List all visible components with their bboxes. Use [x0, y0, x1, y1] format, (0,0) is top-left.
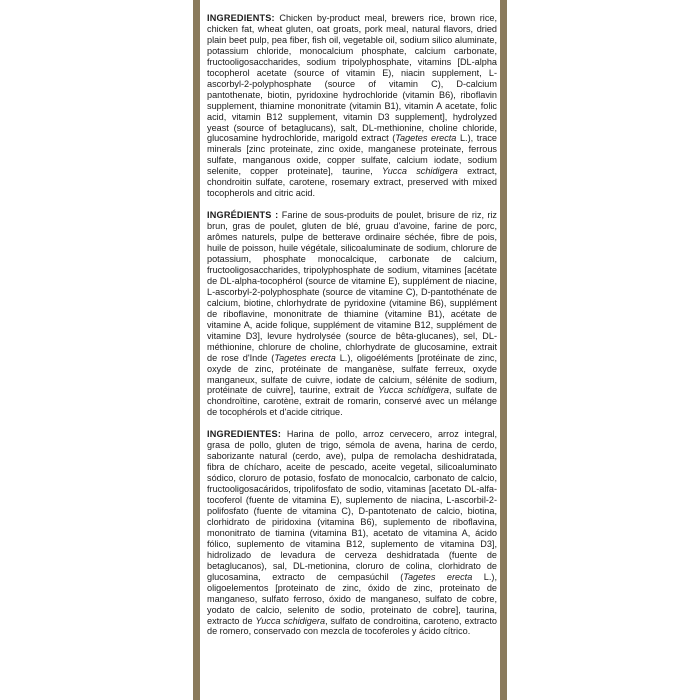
ingredients-text-spanish-part1: Harina de pollo, arroz cervecero, arroz integral, grasa de pollo, gluten de trigo, sémola de avena, harina de cerdo, saborizante natural (cerdo, ave), pulpa de remolacha deshidratada, fibra de chícharo, aceite de pescado, aceite vegetal, silicoaluminato sódico, cloruro de potasio, fosfato de monocalcio, carbonato de calcio, fructooligosacáridos, tripolifosfato de sodio, vitaminas [acetato DL-alfa-tocoferol (fuente de vitamina E), suplemento de niacina, L-ascorbil-2-polifosfato (fuente de vitamina C), D-pantotenato de calcio, biotina, clorhidrato de piridoxina (vitamina B6), suplemento de riboflavina, mononitrato de tiamina (vitamina B1), acetato de vitamina A, ácido fólico, suplemento de vitamina B12, suplemento de vitamina D3], hidrolizado de levadura de cerveza deshidratada (fuente de betaglucanos), sal, DL-metionina, cloruro de colina, clorhidrato de glucosamina, extracto de cempasúchil (	[207, 429, 497, 582]
ingredients-text-spanish-part3: , sulfato de condroitina, caroteno, extracto de romero, conservado con mezcla de tocoferoles y ácido cítrico.	[207, 615, 497, 637]
ingredients-text-french-part2: L.), oligoéléments [protéinate de zinc, oxyde de zinc, protéinate de manganèse, sulfate ferreux, oxyde manganeux, sulfate de cuivre, iodate de calcium, sélénite de sodium, protéinate de cuivre], taurine, extrait de	[207, 352, 498, 396]
ingredients-text-spanish-part2: L.), oligoelementos [proteinato de zinc, óxido de zinc, proteinato de manganeso, sulfato ferroso, óxido de manganeso, sulfato de cobre, yodato de calcio, selenito de sodio, proteinato de cobre], taurina, extracto de	[207, 571, 497, 626]
ingredients-label	[200, 0, 500, 700]
ingredients-text-english-part1: Chicken by-product meal, brewers rice, brown rice, chicken fat, wheat gluten, oat groats, pork meal, natural flavors, dried plain beet pulp, pea fiber, fish oil, vegetable oil, sodium silico aluminate, potassium chloride, monocalcium phosphate, calcium carbonate, fructooligosaccharides, sodium tripolyphosphate, vitamins [DL-alpha tocopherol acetate (source of vitamin E), niacin supplement, L-ascorbyl-2-polyphosphate (source of vitamin C), D-calcium pantothenate, biotin, pyridoxine hydrochloride (vitamin B6), riboflavin supplement, thiamine mononitrate (vitamin B1), vitamin A acetate, folic acid, vitamin B12 supplement, vitamin D3 supplement], hydrolyzed yeast (source of betaglucans), salt, DL-methionine, choline chloride, glucosamine hydrochloride, marigold extract (	[207, 13, 497, 144]
botanical-name-tagetes-english: Tagetes erecta	[395, 133, 457, 144]
ingredients-text-french-part1: Farine de sous-produits de poulet, brisure de riz, riz brun, gras de poulet, gluten de blé, gruau d'avoine, farine de porc, arômes naturels, pulpe de betterave ordinaire séchée, fibre de pois, huile de poisson, huile végétale, silicoaluminate de sodium, chlorure de potassium, phosphate monocalcique, carbonate de calcium, fructooligosaccharides, tripolyphosphate de sodium, vitamines [acétate de DL-alpha-tocophérol (source de vitamine E), supplément de niacine, L-ascorbyl-2-polyphosphate (source de vitamine C), D-pantothénate de calcium, biotine, chlorhydrate de pyridoxine (vitamine B6), supplément de riboflavine, mononitrate de thiamine (vitamine B1), acétate de vitamine A, acide folique, supplément de vitamine B12, supplément de vitamine D3], levure hydrolysée (source de bêta-glucanes), sel, DL-méthionine, chlorure de choline, chlorhydrate de glucosamine, extrait de rose d'Inde (	[207, 210, 497, 363]
ingredients-text-english-part3: extract, chondroitin sulfate, carotene, rosemary extract, preserved with mixed tocopherols and citric acid.	[207, 166, 497, 199]
botanical-name-yucca-english: Yucca schidigera	[381, 166, 458, 177]
ingredients-heading-french: INGRÉDIENTS :	[207, 210, 279, 221]
botanical-name-yucca-spanish: Yucca schidigera	[255, 615, 326, 626]
ingredients-text-english-part2: L.), trace minerals [zinc proteinate, zinc oxide, manganese proteinate, ferrous sulfate, manganous oxide, copper sulfate, calcium iodate, sodium selenite, copper proteinate], taurine,	[207, 133, 498, 177]
ingredients-english	[207, 13, 497, 199]
botanical-name-tagetes-french: Tagetes erecta	[274, 352, 336, 363]
botanical-name-tagetes-spanish: Tagetes erecta	[403, 571, 473, 582]
ingredients-heading-english: INGREDIENTS:	[207, 13, 275, 23]
botanical-name-yucca-french: Yucca schidigera	[378, 385, 449, 396]
ingredients-heading-spanish: INGREDIENTES:	[207, 429, 282, 440]
ingredients-spanish	[207, 429, 497, 637]
ingredients-text-french-part3: , sulfate de chondroïtine, carotène, extrait de romarin, conservé avec un mélange de tocophérols et d'acide citrique.	[207, 385, 498, 418]
ingredients-french	[207, 210, 497, 418]
